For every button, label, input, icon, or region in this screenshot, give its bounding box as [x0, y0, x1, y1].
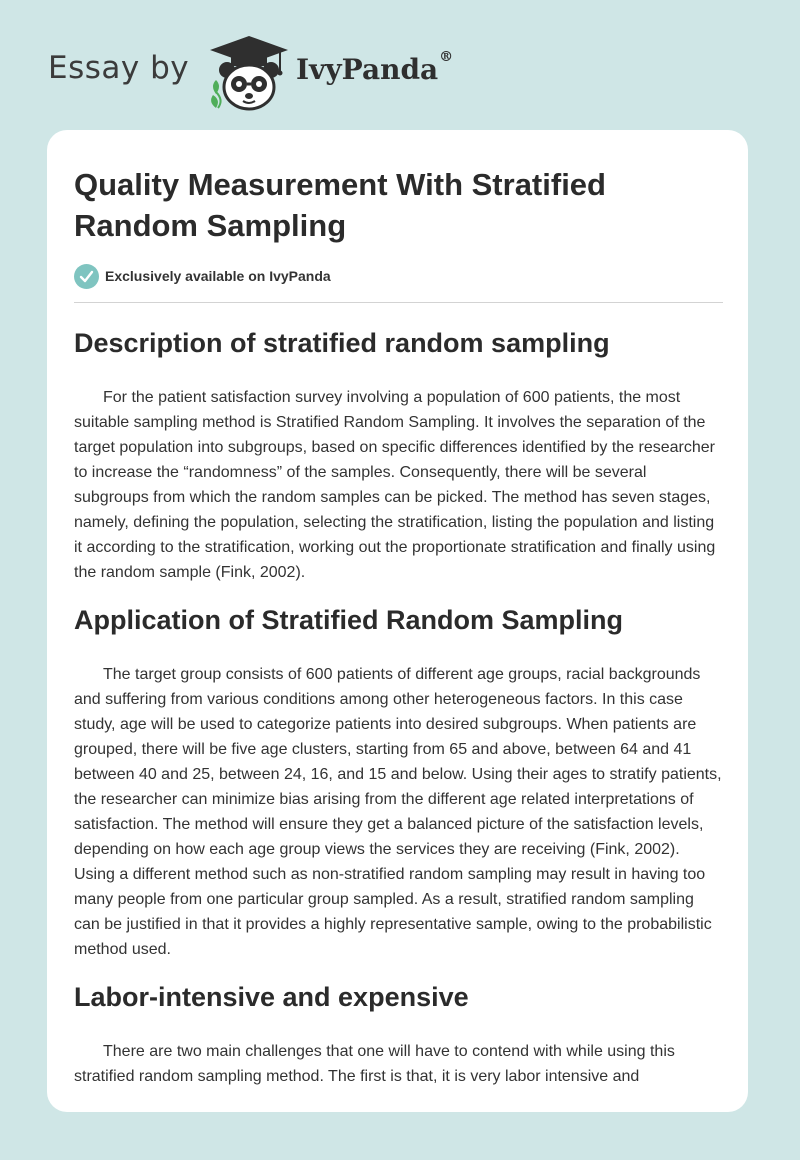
essay-by-label: Essay by [48, 50, 190, 86]
exclusive-badge [74, 263, 331, 289]
site-header [48, 30, 548, 110]
section-heading: Application of Stratified Random Sampling [74, 605, 624, 635]
page-title: Quality Measurement With Stratified Random Sampling [74, 167, 606, 243]
section-paragraph: There are two main challenges that one will have to contend with while using this stratified random sampling method. The first is that, it is very labor intensive and [74, 1043, 675, 1085]
article-card [47, 130, 748, 1112]
divider [74, 302, 723, 303]
section-heading: Labor-intensive and expensive [74, 982, 469, 1012]
section-paragraph: For the patient satisfaction survey involving a population of 600 patients, the most suitable sampling method is Stratified Random Sampling. It involves the separation of the target population into subgroups, based on specific differences identified by the researcher to increase the “randomness” of the samples. Consequently, there will be several subgroups from which the random samples can be picked. The method has seven stages, namely, defining the population, selecting the stratification, listing the population and listing it according to the stratification, working out the proportionate stratification and finally using the random sample (Fink, 2002). [74, 389, 716, 581]
section-heading: Description of stratified random sampling [74, 328, 610, 358]
ivypanda-logo-icon[interactable] [204, 34, 294, 114]
checkmark-icon [74, 264, 99, 289]
registered-mark: ® [439, 49, 454, 65]
brand-name[interactable]: IvyPanda® [296, 49, 454, 86]
exclusive-label: Exclusively available on IvyPanda [105, 268, 331, 284]
section-paragraph: The target group consists of 600 patients of different age groups, racial backgrounds and suffering from various conditions among other heterogeneous factors. In this case study, age will be used to categorize patients into desired subgroups. When patients are grouped, there will be five age clusters, starting from 65 and above, between 64 and 41 between 40 and 25, between 24, 16, and 15 and below. Using their ages to stratify patients, the researcher can minimize bias arising from the different age related interpretations of satisfaction. The method will ensure they get a balanced picture of the satisfaction levels, depending on how each age group views the services they are receiving (Fink, 2002). Using a different method such as non-stratified random sampling may result in having too many people from one particular group sampled. As a result, stratified random sampling can be justified in that it provides a highly representative sample, owing to the probabilistic method used. [74, 666, 722, 958]
